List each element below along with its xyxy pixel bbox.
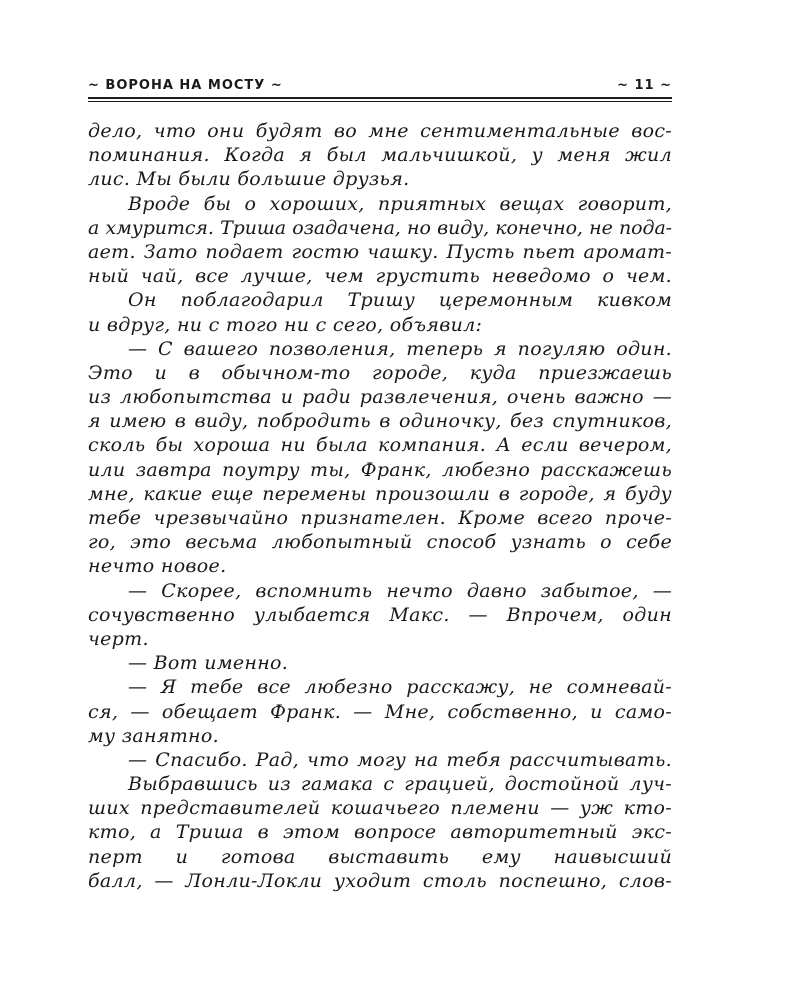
text-line: Выбравшись из гамака с грацией, достойной луч- <box>128 773 672 796</box>
text-line: ный чай, все лучше, чем грустить неведомо о чем. <box>88 265 672 288</box>
text-line: дело, что они будят во мне сентиментальные вос- <box>88 120 672 142</box>
text-line: — Скорее, вспомнить нечто давно забытое, — <box>128 579 672 602</box>
header-rule-thick <box>88 97 672 99</box>
text-line: Он поблагодарил Тришу церемонным кивком <box>128 289 672 312</box>
text-line: сочувственно улыбается Макс. — Впрочем, один <box>88 603 672 626</box>
text-line: Это и в обычном-то городе, куда приезжаешь <box>88 361 672 384</box>
text-line: — С вашего позволения, теперь я погуляю один. <box>128 337 672 360</box>
text-line: кто, а Триша в этом вопросе авторитетный экс- <box>88 821 672 844</box>
text-line: тебе чрезвычайно признателен. Кроме всего проче- <box>88 507 672 529</box>
text-line: балл, — Лонли-Локли уходит столь поспешно, слов- <box>88 869 672 892</box>
text-line: му занятно. <box>88 724 219 747</box>
text-line: ших представителей кошачьего племени — уж кто- <box>88 797 672 820</box>
text-line: мне, какие еще перемены произошли в городе, я буду <box>88 482 672 505</box>
text-line: нечто новое. <box>88 555 227 578</box>
text-line: и вдруг, ни с того ни с сего, объявил: <box>88 313 483 336</box>
running-title: ~ ВОРОНА НА МОСТУ ~ <box>88 78 283 93</box>
text-line: или завтра поутру ты, Франк, любезно расскажешь <box>88 458 672 481</box>
text-line: перт и готова выставить ему наивысший <box>88 845 672 868</box>
page-number: ~ 11 ~ <box>617 78 672 93</box>
text-line: ает. Зато подает гостю чашку. Пусть пьет аромат- <box>88 240 672 263</box>
header-rule-thin <box>88 101 672 102</box>
text-line: — Спасибо. Рад, что могу на тебя рассчитывать. <box>128 748 672 771</box>
text-line: — Вот именно. <box>128 652 289 675</box>
text-line: го, это весьма любопытный способ узнать о себе <box>88 531 672 554</box>
text-line: я имею в виду, побродить в одиночку, без спутников, <box>88 410 672 433</box>
text-line: из любопытства и ради развлечения, очень важно — <box>88 386 672 409</box>
running-header <box>88 76 672 96</box>
text-line: — Я тебе все любезно расскажу, не сомневай- <box>128 676 672 699</box>
text-line: поминания. Когда я был мальчишкой, у меня жил <box>88 144 672 167</box>
text-line: а хмурится. Триша озадачена, но виду, конечно, не пода- <box>88 216 672 239</box>
text-line: лис. Мы были большие друзья. <box>88 168 410 191</box>
text-line: черт. <box>88 627 149 650</box>
text-line: ся, — обещает Франк. — Мне, собственно, и само- <box>88 700 672 723</box>
text-line: Вроде бы о хороших, приятных вещах говорит, <box>128 192 672 215</box>
body-text <box>88 119 672 893</box>
text-line: сколь бы хороша ни была компания. А если вечером, <box>88 434 672 457</box>
